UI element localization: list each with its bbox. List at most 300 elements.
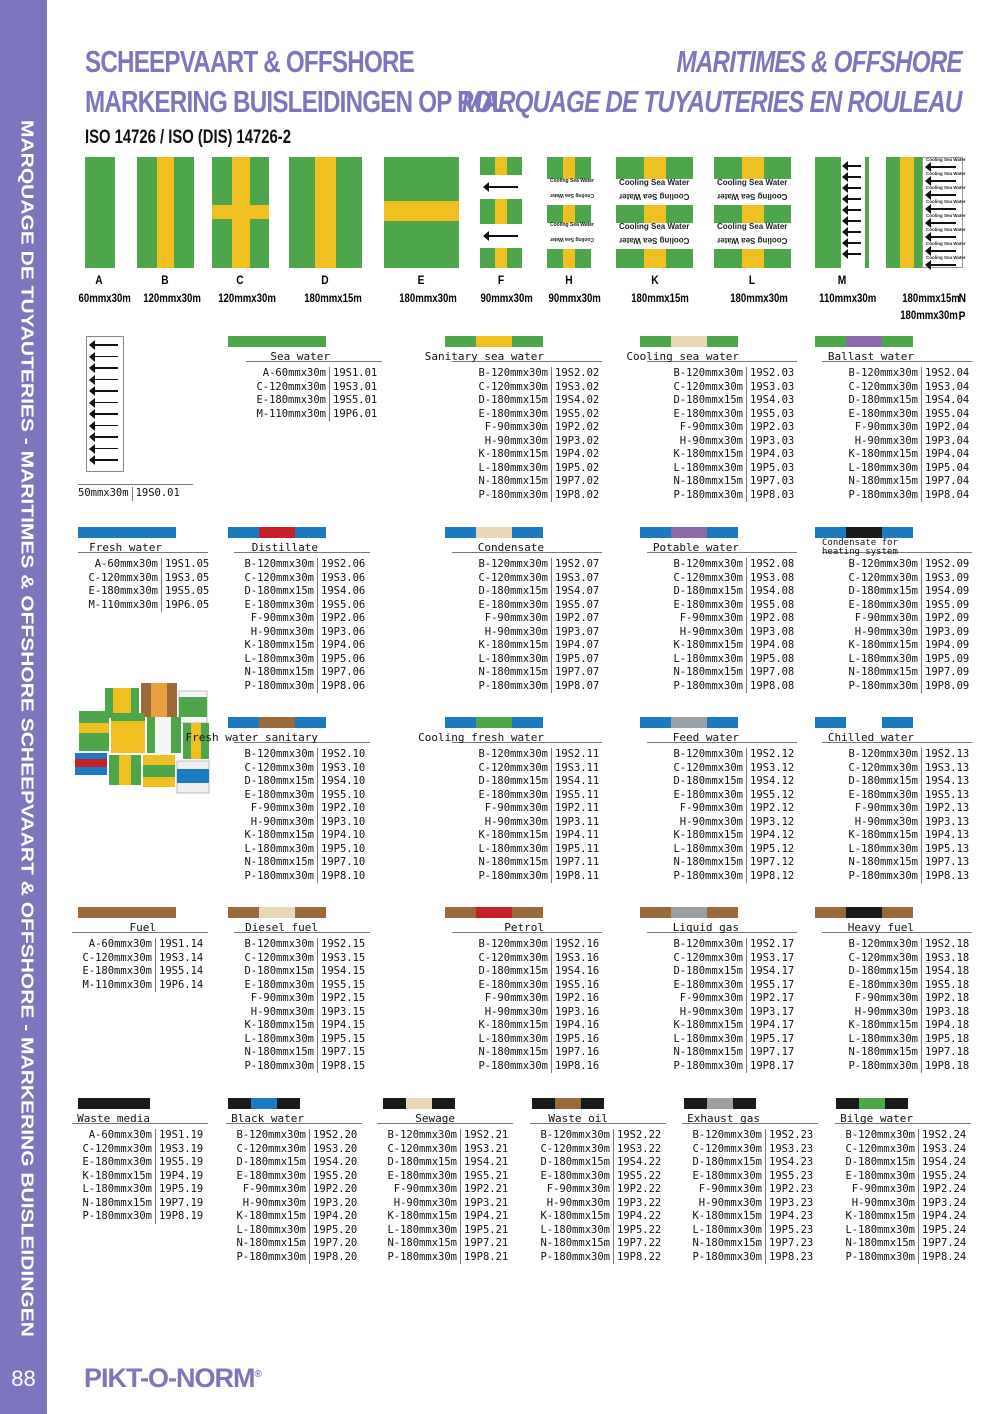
code-cell: 19P5.06 xyxy=(317,653,365,667)
code-row xyxy=(377,1156,508,1170)
size-cell: H-90mmx30m xyxy=(250,1005,314,1018)
size-cell: F-90mmx30m xyxy=(854,421,918,433)
code-row xyxy=(452,816,599,830)
size-cell: K-180mmx15m xyxy=(244,1019,314,1031)
code-cell: 19P8.02 xyxy=(551,489,599,503)
product-name: Fresh water xyxy=(89,541,162,554)
arrow-icon xyxy=(94,448,118,450)
code-row xyxy=(822,992,969,1006)
code-row xyxy=(647,802,794,816)
size-cell: K-180mmx15m xyxy=(848,1019,918,1031)
color-band xyxy=(259,907,294,918)
sample-letter: D xyxy=(321,273,329,287)
code-row xyxy=(226,1224,357,1238)
size-cell: N-180mmx15m xyxy=(848,1046,918,1058)
size-cell: C-120mmx30m xyxy=(673,951,743,964)
size-cell: K-180mmx15m xyxy=(673,639,743,651)
size-cell: N-180mmx15m xyxy=(244,666,314,678)
color-code-bar xyxy=(445,336,543,347)
code-row xyxy=(647,572,794,586)
code-cell: 19S4.23 xyxy=(765,1156,813,1170)
color-band xyxy=(432,1098,455,1109)
code-row xyxy=(835,1237,966,1251)
code-row xyxy=(822,626,969,640)
code-row xyxy=(377,1129,508,1143)
code-row xyxy=(822,653,969,667)
code-cell: 19P2.24 xyxy=(918,1183,966,1197)
code-row xyxy=(234,789,365,803)
code-row xyxy=(452,952,599,966)
code-cell: 19S4.09 xyxy=(921,585,969,599)
code-row xyxy=(647,558,794,572)
size-cell: P-180mmx30m xyxy=(540,1250,610,1263)
size-cell: C-120mmx30m xyxy=(244,761,314,774)
code-row xyxy=(452,381,599,395)
code-cell: 19S3.03 xyxy=(746,381,794,395)
size-cell: E-180mmx30m xyxy=(848,407,918,420)
cooling-sea-water-text: Cooling Sea Water xyxy=(550,222,594,228)
code-row xyxy=(452,585,599,599)
color-band xyxy=(228,717,259,728)
code-cell: 19P2.06 xyxy=(317,612,365,626)
code-cell: 19P7.12 xyxy=(746,856,794,870)
code-row xyxy=(377,1183,508,1197)
code-cell: 19S5.18 xyxy=(921,979,969,993)
code-row xyxy=(647,856,794,870)
code-row xyxy=(78,599,209,613)
code-cell: 19S5.22 xyxy=(613,1170,661,1184)
size-cell: K-180mmx15m xyxy=(848,448,918,460)
code-row xyxy=(647,612,794,626)
size-cell: N-180mmx15m xyxy=(673,666,743,678)
code-row xyxy=(822,979,969,993)
color-band xyxy=(512,336,543,347)
cooling-sea-water-text-inverted: Cooling Sea Water xyxy=(550,236,594,242)
code-row xyxy=(452,475,599,489)
code-row xyxy=(234,1046,365,1060)
size-cell: F-90mmx30m xyxy=(679,992,743,1004)
size-cell: E-180mmx30m xyxy=(848,788,918,801)
code-cell: 19P3.20 xyxy=(309,1197,357,1211)
size-cell: F-90mmx30m xyxy=(679,421,743,433)
code-cell: 19S1.14 xyxy=(155,938,203,952)
code-cell: 19P2.07 xyxy=(551,612,599,626)
product-name: Diesel fuel xyxy=(245,921,318,934)
code-row xyxy=(452,856,599,870)
code-cell: 19S4.24 xyxy=(918,1156,966,1170)
cooling-sea-water-text: Cooling Sea Water xyxy=(619,222,690,231)
code-cell: 19S2.04 xyxy=(921,367,969,381)
code-row xyxy=(682,1197,813,1211)
code-cell: 19P8.20 xyxy=(309,1251,357,1265)
size-cell: L-180mmx30m xyxy=(478,1032,548,1045)
color-band xyxy=(815,907,846,918)
code-row xyxy=(234,1033,365,1047)
code-cell: 19P3.24 xyxy=(918,1197,966,1211)
size-cell: B-120mmx30m xyxy=(673,367,743,379)
code-row xyxy=(682,1251,813,1265)
size-cell: C-120mmx30m xyxy=(848,951,918,964)
arrow-icon xyxy=(94,402,118,404)
code-row xyxy=(234,856,365,870)
code-row xyxy=(452,666,599,680)
sample-size: 110mmx30m xyxy=(819,291,877,305)
color-band xyxy=(640,336,671,347)
code-row xyxy=(72,965,203,979)
color-band xyxy=(78,527,109,538)
color-band xyxy=(476,717,511,728)
code-row xyxy=(647,843,794,857)
size-cell: E-180mmx30m xyxy=(387,1169,457,1182)
code-row xyxy=(822,612,969,626)
size-cell: C-120mmx30m xyxy=(82,1142,152,1155)
size-cell: P-180mmx30m xyxy=(848,869,918,882)
product-code-table xyxy=(530,1129,661,1264)
code-cell: 19S2.21 xyxy=(460,1129,508,1143)
color-band xyxy=(532,1098,555,1109)
code-row xyxy=(822,965,969,979)
code-row xyxy=(452,1046,599,1060)
color-band xyxy=(640,717,671,728)
color-code-bar xyxy=(228,336,326,347)
code-cell: 19P3.02 xyxy=(551,435,599,449)
size-cell: F-90mmx30m xyxy=(484,421,548,433)
title-fr-1: MARITIMES & OFFSHORE xyxy=(676,44,962,79)
color-band xyxy=(707,717,738,728)
code-row xyxy=(234,829,365,843)
size-cell: L-180mmx30m xyxy=(478,461,548,474)
code-cell: 19P4.16 xyxy=(551,1019,599,1033)
color-band xyxy=(640,527,671,538)
code-row xyxy=(78,572,209,586)
size-cell: H-90mmx30m xyxy=(698,1196,762,1209)
size-cell: D-180mmx15m xyxy=(244,585,314,597)
code-row xyxy=(452,775,599,789)
code-cell: 19S5.10 xyxy=(317,789,365,803)
product-code-table xyxy=(452,367,599,502)
size-cell: K-180mmx15m xyxy=(845,1210,915,1222)
size-cell: P-180mmx30m xyxy=(848,488,918,501)
color-code-bar xyxy=(532,1098,604,1109)
code-cell: 19P4.07 xyxy=(551,639,599,653)
code-cell: 19P2.11 xyxy=(551,802,599,816)
code-row xyxy=(452,843,599,857)
code-row xyxy=(234,626,365,640)
color-band xyxy=(78,907,109,918)
size-cell: C-120mmx30m xyxy=(244,951,314,964)
code-cell: 19S4.08 xyxy=(746,585,794,599)
size-cell: P-180mmx30m xyxy=(478,679,548,692)
code-cell: 19S4.16 xyxy=(551,965,599,979)
code-cell: 19S5.16 xyxy=(551,979,599,993)
product-name: Cooling fresh water xyxy=(418,731,544,744)
size-cell: H-90mmx30m xyxy=(854,434,918,447)
code-row xyxy=(822,802,969,816)
size-cell: E-180mmx30m xyxy=(478,598,548,611)
code-row xyxy=(452,680,599,694)
size-cell: A-60mmx30m xyxy=(94,558,158,570)
size-cell: C-120mmx30m xyxy=(540,1142,610,1155)
code-row xyxy=(647,775,794,789)
code-cell: 19P5.08 xyxy=(746,653,794,667)
code-cell: 19S4.02 xyxy=(551,394,599,408)
code-row xyxy=(822,381,969,395)
code-row xyxy=(226,1251,357,1265)
size-cell: B-120mmx30m xyxy=(478,367,548,379)
code-cell: 19P5.23 xyxy=(765,1224,813,1238)
code-row xyxy=(452,965,599,979)
code-cell: 19S4.15 xyxy=(317,965,365,979)
product-code-table xyxy=(234,558,365,693)
size-cell: E-180mmx30m xyxy=(540,1169,610,1182)
code-row xyxy=(234,775,365,789)
code-cell: 19S2.08 xyxy=(746,558,794,572)
code-row xyxy=(452,489,599,503)
cooling-sea-water-text-inverted: Cooling Sea Water xyxy=(619,192,690,201)
size-cell: F-90mmx30m xyxy=(679,802,743,814)
code-cell: 19S5.04 xyxy=(921,408,969,422)
product-name: Waste oil xyxy=(548,1112,608,1125)
code-cell: 19P4.13 xyxy=(921,829,969,843)
code-cell: 19P4.24 xyxy=(918,1210,966,1224)
product-name: Waste media xyxy=(77,1112,150,1125)
code-row xyxy=(226,1129,357,1143)
code-row xyxy=(234,870,365,884)
color-band xyxy=(882,336,913,347)
code-row xyxy=(822,1006,969,1020)
code-row xyxy=(530,1183,661,1197)
code-cell: 19P7.20 xyxy=(309,1237,357,1251)
code-cell: 19S2.18 xyxy=(921,938,969,952)
code-cell: 19P2.15 xyxy=(317,992,365,1006)
code-cell: 19P7.17 xyxy=(746,1046,794,1060)
size-cell: P-180mmx30m xyxy=(848,679,918,692)
code-row xyxy=(452,421,599,435)
code-cell: 19P5.12 xyxy=(746,843,794,857)
code-cell: 19P2.09 xyxy=(921,612,969,626)
product-code-table xyxy=(647,558,794,693)
color-band xyxy=(581,1098,604,1109)
code-cell: 19S3.02 xyxy=(551,381,599,395)
code-row xyxy=(234,992,365,1006)
sample-size: 90mmx30m xyxy=(548,291,601,305)
color-band xyxy=(707,336,738,347)
color-band xyxy=(815,717,846,728)
size-cell: K-180mmx15m xyxy=(478,639,548,651)
product-name: Fuel xyxy=(129,921,156,934)
code-cell: 19S2.22 xyxy=(613,1129,661,1143)
color-band xyxy=(228,1098,251,1109)
code-cell: 19S5.21 xyxy=(460,1170,508,1184)
size-cell: F-90mmx30m xyxy=(854,612,918,624)
code-cell: 19S4.17 xyxy=(746,965,794,979)
color-band xyxy=(671,527,706,538)
code-row xyxy=(234,843,365,857)
code-cell: 19S4.10 xyxy=(317,775,365,789)
size-cell: B-120mmx30m xyxy=(478,748,548,760)
sample-letter: H xyxy=(565,273,573,287)
code-cell: 19S4.18 xyxy=(921,965,969,979)
size-cell: N-180mmx15m xyxy=(848,666,918,678)
code-cell: 19S2.12 xyxy=(746,748,794,762)
size-cell: K-180mmx15m xyxy=(540,1210,610,1222)
code-cell: 19P2.22 xyxy=(613,1183,661,1197)
size-cell: P-180mmx30m xyxy=(673,1059,743,1072)
code-cell: 19P6.14 xyxy=(155,979,203,993)
size-cell: B-120mmx30m xyxy=(848,938,918,950)
title-nl-1: SCHEEPVAART & OFFSHORE xyxy=(85,44,415,79)
code-row xyxy=(234,979,365,993)
color-band xyxy=(512,907,543,918)
product-name: Exhaust gas xyxy=(687,1112,760,1125)
size-cell: D-180mmx15m xyxy=(673,394,743,406)
code-cell: 19S3.15 xyxy=(317,952,365,966)
product-name: Black water xyxy=(231,1112,304,1125)
color-band xyxy=(671,907,706,918)
code-cell: 19P5.04 xyxy=(921,462,969,476)
size-cell: B-120mmx30m xyxy=(244,748,314,760)
size-cell: P-180mmx30m xyxy=(387,1250,457,1263)
code-row xyxy=(647,626,794,640)
size-cell: E-180mmx30m xyxy=(244,788,314,801)
size-cell: D-180mmx15m xyxy=(244,775,314,787)
color-band xyxy=(476,907,511,918)
size-cell: L-180mmx30m xyxy=(673,461,743,474)
code-cell: 19S3.17 xyxy=(746,952,794,966)
code-cell: 19P2.03 xyxy=(746,421,794,435)
color-band xyxy=(109,907,144,918)
code-cell: 19P2.08 xyxy=(746,612,794,626)
size-cell: C-120mmx30m xyxy=(88,571,158,584)
size-cell: P-180mmx30m xyxy=(244,869,314,882)
code-row xyxy=(246,408,377,422)
color-band xyxy=(733,1098,756,1109)
code-cell: 19P2.23 xyxy=(765,1183,813,1197)
code-row xyxy=(822,489,969,503)
size-cell: D-180mmx15m xyxy=(236,1156,306,1168)
cooling-sea-water-text-inverted: Cooling Sea Water xyxy=(550,192,594,198)
code-cell: 19P5.15 xyxy=(317,1033,365,1047)
code-cell: 19P4.11 xyxy=(551,829,599,843)
code-cell: 19P4.10 xyxy=(317,829,365,843)
size-cell: C-120mmx30m xyxy=(845,1142,915,1155)
code-row xyxy=(452,1060,599,1074)
sample-letter: A xyxy=(95,273,103,287)
code-row xyxy=(647,435,794,449)
sample-letter: C xyxy=(236,273,244,287)
product-name: Fresh water sanitary xyxy=(185,731,318,744)
code-cell: 19P7.10 xyxy=(317,856,365,870)
code-cell: 19S2.10 xyxy=(317,748,365,762)
color-band xyxy=(885,1098,908,1109)
size-cell: N-180mmx15m xyxy=(848,475,918,487)
sample-label-1 xyxy=(85,157,115,268)
code-row xyxy=(72,1129,203,1143)
sample-letter-n: N xyxy=(958,291,967,305)
product-name: Potable water xyxy=(652,541,739,554)
code-row xyxy=(647,462,794,476)
color-band xyxy=(707,1098,733,1109)
code-row xyxy=(452,394,599,408)
sample-label-8 xyxy=(616,157,693,268)
color-band xyxy=(684,1098,707,1109)
code-row xyxy=(822,639,969,653)
code-row xyxy=(452,653,599,667)
code-row xyxy=(647,394,794,408)
size-cell: K-180mmx15m xyxy=(478,1019,548,1031)
color-code-bar xyxy=(640,336,738,347)
code-cell: 19P8.18 xyxy=(921,1060,969,1074)
code-row xyxy=(246,367,377,381)
code-row xyxy=(234,612,365,626)
code-cell: 19P8.11 xyxy=(551,870,599,884)
size-cell: N-180mmx15m xyxy=(478,1046,548,1058)
code-row xyxy=(822,421,969,435)
size-cell: H-90mmx30m xyxy=(854,1005,918,1018)
size-cell: A-60mmx30m xyxy=(88,1129,152,1141)
size-cell: N-180mmx15m xyxy=(244,856,314,868)
code-row xyxy=(822,938,969,952)
code-row xyxy=(647,748,794,762)
sample-label-5 xyxy=(384,157,459,268)
code-row xyxy=(452,612,599,626)
size-cell: H-90mmx30m xyxy=(854,815,918,828)
size-cell: P-180mmx30m xyxy=(673,488,743,501)
arrow-icon xyxy=(94,367,118,369)
product-code-table xyxy=(647,748,794,883)
code-cell: 19P7.23 xyxy=(765,1237,813,1251)
color-band xyxy=(295,336,326,347)
color-band xyxy=(445,907,476,918)
code-cell: 19S3.14 xyxy=(155,952,203,966)
code-row xyxy=(822,856,969,870)
code-cell: 19S1.19 xyxy=(155,1129,203,1143)
code-cell: 19S1.05 xyxy=(161,558,209,572)
size-cell: L-180mmx30m xyxy=(848,842,918,855)
color-band xyxy=(882,527,913,538)
code-row xyxy=(234,748,365,762)
code-row xyxy=(377,1170,508,1184)
code-cell: 19S5.17 xyxy=(746,979,794,993)
code-row xyxy=(822,448,969,462)
code-row xyxy=(647,952,794,966)
arrow-icon xyxy=(94,356,118,358)
code-cell: 19S3.22 xyxy=(613,1143,661,1157)
code-cell: 19S3.08 xyxy=(746,572,794,586)
color-band xyxy=(707,527,738,538)
code-cell: 19S3.07 xyxy=(551,572,599,586)
color-code-bar xyxy=(78,1098,150,1109)
code-row xyxy=(377,1237,508,1251)
code-cell: 19P8.03 xyxy=(746,489,794,503)
size-cell: B-120mmx30m xyxy=(236,1129,306,1141)
code-cell: 19P8.22 xyxy=(613,1251,661,1265)
product-code-table xyxy=(72,938,203,992)
code-cell: 19S2.15 xyxy=(317,938,365,952)
code-cell: 19P3.18 xyxy=(921,1006,969,1020)
size-cell: N-180mmx15m xyxy=(673,856,743,868)
sample-size: 180mmx15m xyxy=(631,291,689,305)
sample-size: 90mmx30m xyxy=(480,291,533,305)
arrow-icon xyxy=(94,390,118,392)
size-cell: N-180mmx15m xyxy=(387,1237,457,1249)
cooling-sea-water-text-inverted: Cooling Sea Water xyxy=(717,236,788,245)
code-row xyxy=(647,585,794,599)
product-code-table xyxy=(234,748,365,883)
size-cell: D-180mmx15m xyxy=(692,1156,762,1168)
size-cell: B-120mmx30m xyxy=(692,1129,762,1141)
code-row xyxy=(72,938,203,952)
